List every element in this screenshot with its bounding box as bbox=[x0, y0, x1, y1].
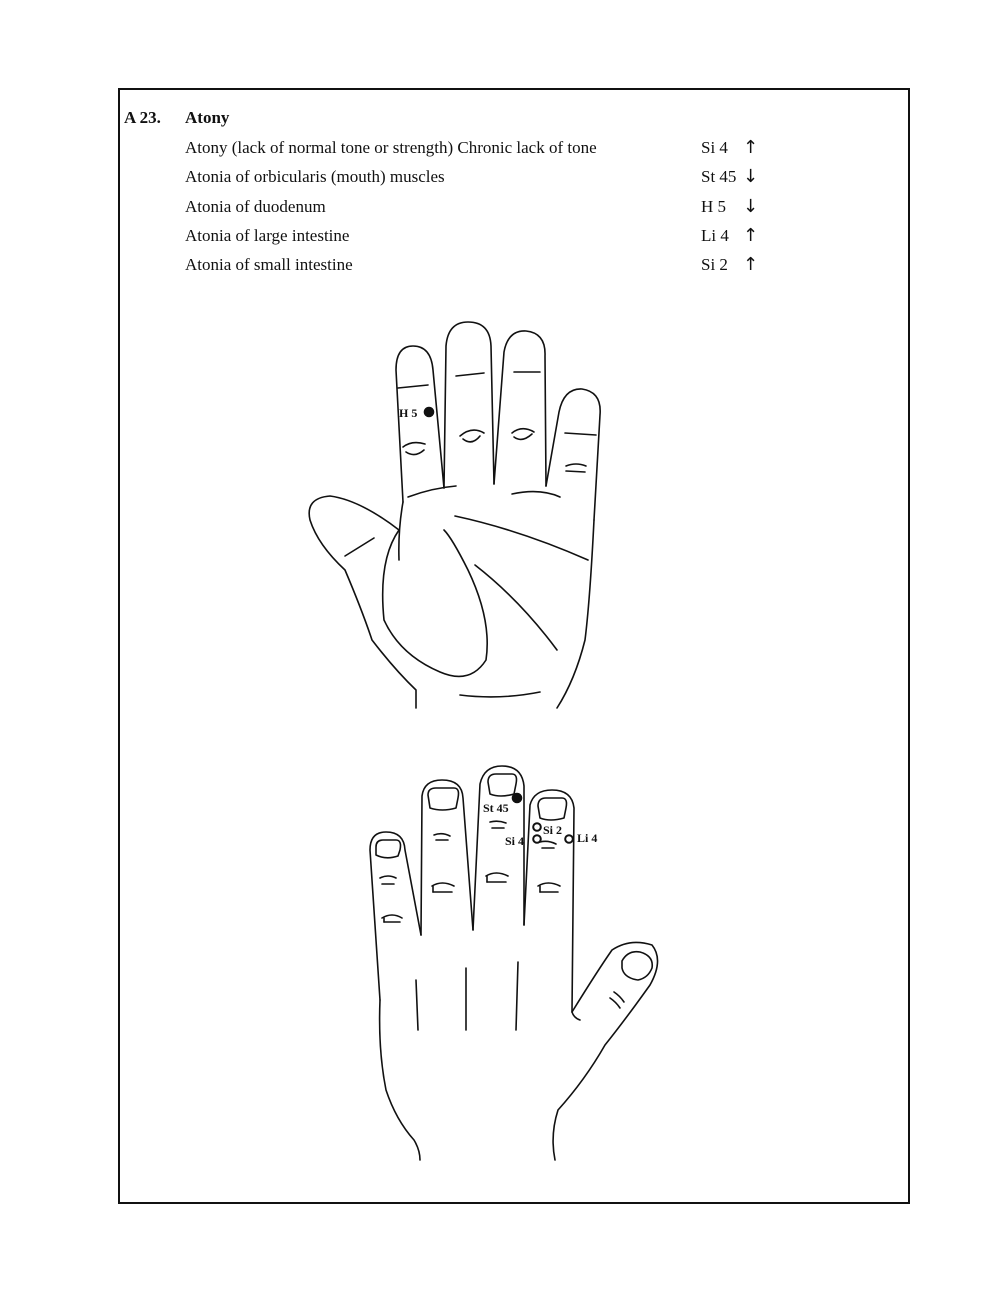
st45-label: St 45 bbox=[483, 801, 509, 815]
section-number: A 23. bbox=[124, 108, 161, 127]
tonify-arrow-icon: ↑ bbox=[743, 137, 759, 158]
point-code: St 45 bbox=[701, 167, 737, 186]
st45-point-marker bbox=[513, 794, 522, 803]
si4-label: Si 4 bbox=[505, 834, 525, 848]
condition-text: Atony (lack of normal tone or strength) Chronic lack of tone bbox=[185, 138, 597, 157]
li4-label: Li 4 bbox=[577, 831, 598, 845]
condition-text: Atonia of small intestine bbox=[185, 255, 353, 274]
point-code: H 5 bbox=[701, 197, 727, 216]
section-title: Atony bbox=[185, 108, 230, 127]
sedate-arrow-icon: ↓ bbox=[743, 196, 759, 217]
condition-text: Atonia of orbicularis (mouth) muscles bbox=[185, 167, 445, 186]
tonify-arrow-icon: ↑ bbox=[743, 254, 759, 275]
point-code: Li 4 bbox=[701, 226, 729, 245]
condition-text: Atonia of duodenum bbox=[185, 197, 326, 216]
fingernails bbox=[376, 774, 652, 980]
point-code: Si 4 bbox=[701, 138, 728, 157]
dorsal-finger-creases bbox=[380, 821, 624, 1030]
h5-label: H 5 bbox=[399, 406, 418, 420]
sedate-arrow-icon: ↓ bbox=[743, 166, 759, 187]
point-code: Si 2 bbox=[701, 255, 728, 274]
si2-label: Si 2 bbox=[543, 823, 563, 837]
si2-point-marker bbox=[533, 823, 541, 831]
tonify-arrow-icon: ↑ bbox=[743, 225, 759, 246]
condition-text: Atonia of large intestine bbox=[185, 226, 350, 245]
si4-point-marker bbox=[533, 835, 541, 843]
dorsal-hand-outline bbox=[370, 766, 658, 1160]
li4-point-marker bbox=[565, 835, 573, 843]
